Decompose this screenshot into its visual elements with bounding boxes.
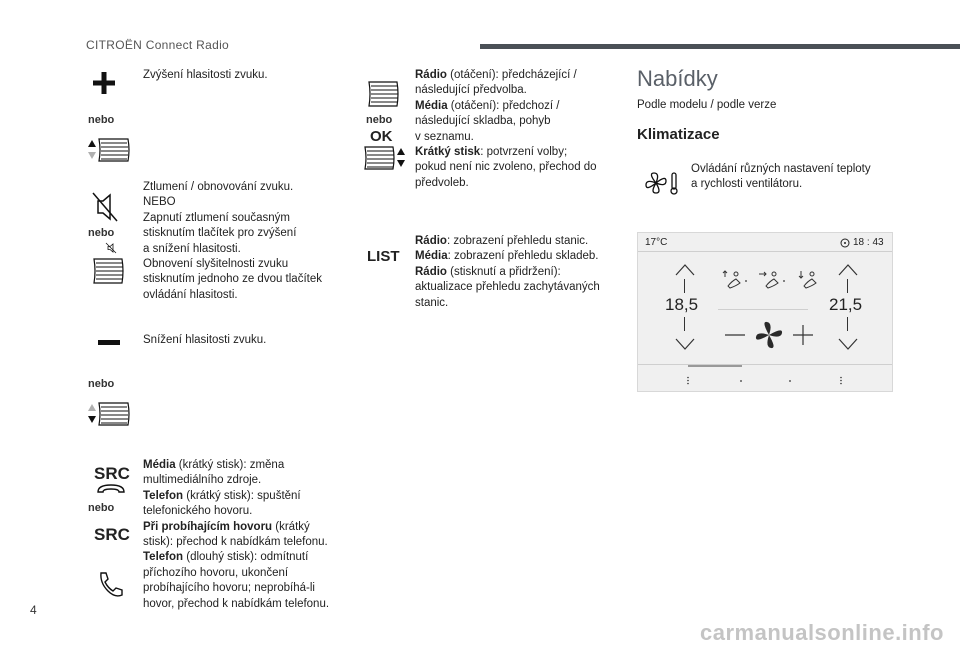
left-temp-tick — [684, 279, 685, 293]
volume-down-description: Snížení hlasitosti zvuku. — [143, 334, 267, 346]
mute-description: Ztlumení / obnovování zvuku. NEBO Zapnutí ztlumení současným stisknutím tlačítek pro zvýšení a snížení hlasitosti. Obnovení slyšitelnosti zvuku stisknutím jednoho ze dvou tlačítek ovládání hlasitosti. — [143, 181, 322, 301]
header-bar — [480, 44, 960, 49]
fan-decrease-button[interactable] — [724, 333, 746, 337]
air-distribution-lower-icon[interactable] — [796, 269, 820, 291]
right-temp-tick — [847, 317, 848, 331]
page-heading: Nabídky — [637, 66, 718, 91]
right-temp-up-button[interactable] — [837, 263, 859, 277]
fan-temperature-icon — [644, 170, 682, 196]
left-temp-tick — [684, 317, 685, 331]
phone-icon — [95, 570, 123, 600]
steering-control-updown-icon — [86, 401, 132, 427]
clock-icon — [840, 238, 850, 248]
src-description: Média (krátký stisk): změna multimediálního zdroje. Telefon (krátký stisk): spuštění telefonického hovoru. Při probíhajícím hovoru (krátký stisk): přechod k nabídkám telefonu. Telefon (dlouhý stisk): odmítnutí příchozího hovoru, ukončení probíhajícího hovoru; neprobíhá-li hovor, přechod k nabídkám telefonu. — [143, 459, 330, 610]
status-divider — [638, 251, 892, 252]
section-heading: Klimatizace — [637, 126, 720, 143]
left-temp-up-button[interactable] — [674, 263, 696, 277]
rotary-description: Rádio (otáčení): předcházející / následující předvolba. Média (otáčení): předchozí / následující skladba, pohyb v seznamu. Krátký stisk: potvrzení volby; pokud není nic zvoleno, přechod do předvoleb. — [415, 69, 597, 189]
ok-label: OK — [370, 128, 393, 145]
air-distribution-middle-icon[interactable] — [758, 269, 786, 291]
src-label: SRC — [94, 525, 130, 544]
small-mute-icon — [105, 242, 117, 254]
subtitle: Podle modelu / podle verze — [637, 99, 777, 111]
nebo-label: nebo — [88, 502, 115, 514]
outside-temperature: 17°C — [645, 237, 668, 248]
left-temperature: 18,5 — [665, 295, 699, 314]
right-temp-tick — [847, 279, 848, 293]
nebo-label: nebo — [88, 378, 115, 390]
steering-control-icon — [92, 257, 126, 285]
center-divider — [718, 309, 808, 310]
list-description: Rádio: zobrazení přehledu stanic. Média: zobrazení přehledu skladeb. Rádio (stisknutí a přidržení): aktualizace přehledu zachytávaných stanic. — [415, 235, 600, 309]
nebo-label: nebo — [88, 227, 115, 239]
steering-control-icon — [367, 80, 401, 108]
src-label: SRC — [94, 464, 130, 483]
tab-menu-1[interactable] — [686, 376, 690, 385]
steering-control-updown-icon — [86, 137, 132, 163]
nebo-label: nebo — [88, 114, 115, 126]
header-title: CITROËN Connect Radio — [86, 38, 230, 52]
watermark: carmanualsonline.info — [700, 620, 944, 645]
page-number: 4 — [30, 603, 37, 617]
clock: 18 : 43 — [853, 237, 884, 248]
fan-icon — [753, 319, 785, 351]
tab-menu-3[interactable] — [788, 379, 792, 383]
tab-divider — [638, 364, 892, 365]
left-temp-down-button[interactable] — [674, 337, 696, 351]
phone-hangup-icon — [95, 481, 127, 497]
climate-screen — [637, 232, 893, 392]
climate-description: Ovládání různých nastavení teploty a rychlosti ventilátoru. — [691, 163, 871, 191]
fan-increase-button[interactable] — [792, 324, 814, 346]
plus-icon — [92, 71, 116, 95]
tab-menu-2[interactable] — [739, 379, 743, 383]
volume-up-description: Zvýšení hlasitosti zvuku. — [143, 69, 268, 81]
tab-menu-4[interactable] — [839, 376, 843, 385]
right-temperature: 21,5 — [829, 295, 863, 314]
nebo-label: nebo — [366, 114, 393, 126]
list-label: LIST — [367, 248, 400, 265]
air-distribution-upper-icon[interactable] — [720, 269, 748, 291]
steering-control-ok-icon — [363, 145, 409, 171]
right-temp-down-button[interactable] — [837, 337, 859, 351]
mute-speaker-icon — [90, 190, 120, 224]
active-tab-indicator — [688, 365, 742, 367]
minus-icon — [98, 339, 120, 347]
